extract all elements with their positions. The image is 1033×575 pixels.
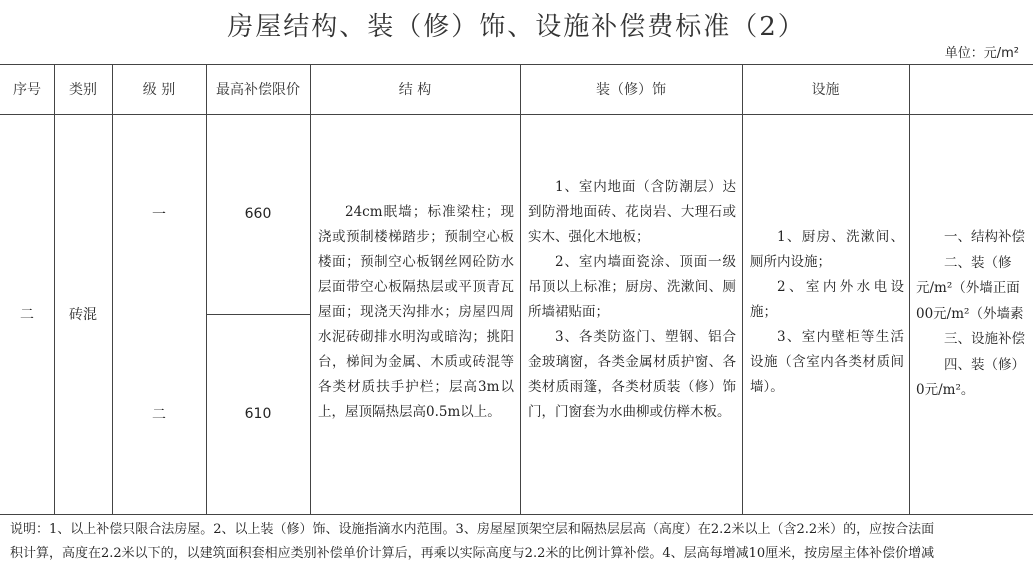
- extra-line: 三、设施补偿: [944, 331, 1025, 347]
- extra-line: 二、装（修: [944, 254, 1012, 271]
- column-divider: [310, 64, 311, 514]
- facility-description: [750, 225, 904, 400]
- header-max-comp: 最高补偿限价: [216, 82, 300, 98]
- extra-line: 00元/m²（外墙素: [916, 305, 1024, 322]
- column-divider: [520, 64, 521, 514]
- decoration-item: 2、室内墙面瓷涂、顶面一级吊顶以上标准；厨房、洗漱间、厕所墙裙贴面；: [528, 254, 736, 320]
- facility-item: 3、室内壁柜等生活设施（含室内各类材质间墙）。: [750, 329, 904, 395]
- grade-level: 二: [152, 407, 166, 423]
- header-extra: [909, 64, 1033, 114]
- table-bottom-border: [0, 514, 1033, 515]
- extra-line: 0元/m²。: [916, 382, 975, 398]
- structure-description: [318, 200, 514, 425]
- note-line: 积计算，高度在2.2米以下的，以建筑面积套相应类别补偿单价计算后，再乘以实际高度与2.2米的比例计算补偿。4、层高每增减10厘米，按房屋主体补偿价增减: [10, 546, 935, 561]
- facility-item: 2、室内外水电设施；: [750, 279, 904, 320]
- header-grade: 级 别: [142, 82, 176, 98]
- extra-description: [916, 225, 1033, 404]
- unit-label: 单位：元/m²: [944, 46, 1019, 61]
- row-seq: 二: [20, 307, 34, 323]
- header-structure: 结 构: [398, 82, 432, 98]
- decoration-description: [528, 175, 736, 425]
- extra-line: 四、装（修）: [944, 356, 1025, 373]
- header-facility: 设施: [811, 82, 840, 98]
- header-seq: 序号: [13, 82, 41, 98]
- page-title: 房屋结构、装（修）饰、设施补偿费标准（2）: [227, 12, 806, 42]
- grade-level: 一: [152, 207, 166, 223]
- decoration-item: 1、室内地面（含防潮层）达到防滑地面砖、花岗岩、大理石或实木、强化木地板；: [528, 179, 736, 245]
- header-category: 类别: [69, 82, 97, 98]
- column-divider: [742, 64, 743, 514]
- grade-price: 660: [244, 206, 272, 222]
- note-line: 说明：1、以上补偿只限合法房屋。2、以上装（修）饰、设施指滴水内范围。3、房屋屋顶架空层和隔热层层高（高度）在2.2米以上（含2.2米）的，应按合法面: [10, 522, 935, 537]
- extra-line: 一、结构补偿: [944, 229, 1025, 245]
- header-decoration: 装（修）饰: [596, 82, 666, 98]
- grade-price: 610: [244, 406, 272, 422]
- extra-line: 元/m²（外墙正面: [916, 280, 1020, 296]
- column-divider: [909, 64, 910, 514]
- row-category: 砖混: [69, 307, 97, 323]
- notes: [10, 518, 1020, 566]
- structure-text: 24cm眠墙；标准梁柱；现浇或预制楼梯踏步；预制空心板楼面；预制空心板钢丝网砼防水层面带空心板隔热层或平顶青瓦屋面；现浇天沟排水；房屋四周水泥砖砌排水明沟或暗沟；挑阳台，梯间为金属、木质或砖混等各类材质扶手护栏；层高3m以上，屋顶隔热层高0.5m以上。: [318, 204, 514, 420]
- decoration-item: 3、各类防盗门、塑钢、铝合金玻璃窗，各类金属材质护窗、各类材质雨篷，各类材质装（修）饰门，门窗套为水曲柳或仿榉木板。: [528, 329, 736, 420]
- facility-item: 1、厨房、洗漱间、厕所内设施；: [750, 229, 904, 270]
